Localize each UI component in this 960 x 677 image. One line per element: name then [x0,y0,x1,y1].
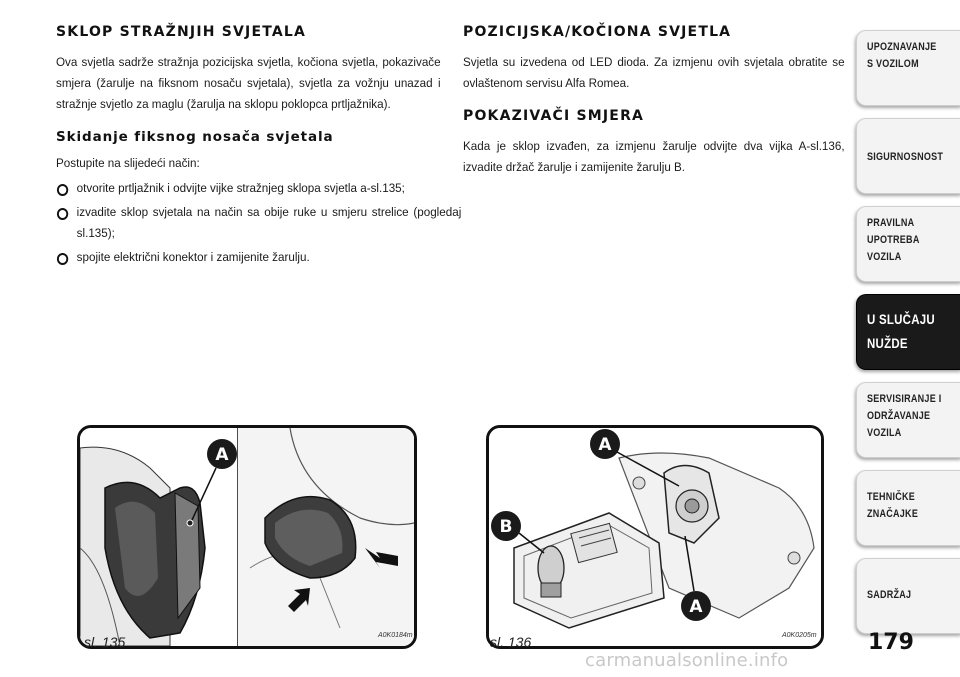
section-heading-indicators: POKAZIVAČI SMJERA [463,108,645,124]
figure-label-a: A [215,445,229,465]
tab-upoznavanje[interactable]: UPOZNAVANJE S VOZILOM [856,30,960,106]
page-number: 179 [868,630,914,655]
list-item: otvorite prtljažnik i odvijte vijke stražnjeg sklopa svjetla a-sl.135; [56,178,461,199]
section-heading-position-lights: POZICIJSKA/KOČIONA SVJETLA [463,24,732,40]
watermark: carmanualsonline.info [585,650,789,671]
list-item: spojite električni konektor i zamijenite žarulju. [56,247,461,268]
figure-135-illustration [80,428,414,646]
bullet-icon [57,208,68,220]
steps-list [56,178,462,268]
figure-label-a-bottom: A [689,597,703,617]
figure-135-caption: sl. 135 [84,634,126,650]
figure-136-code: A0K0205m [782,632,817,639]
figure-136-caption: sl. 136 [490,634,532,650]
bullet-icon [57,253,68,265]
figure-135-code: A0K0184m [378,632,413,639]
figure-label-b: B [499,517,513,537]
tab-servisiranje[interactable]: SERVISIRANJE I ODRŽAVANJE VOZILA [856,382,960,458]
tab-sadrzaj[interactable]: SADRŽAJ [856,558,960,634]
tab-u-slucaju-nuzde[interactable]: U SLUČAJU NUŽDE [856,294,960,370]
rear-lights-intro: Ova svjetla sadrže stražnja pozicijska svjetla, kočiona svjetla, pokazivače smjera (žarulje na fiksnom nosaču svjetala), svjetla za vožnju unazad i stražnje svjetlo za maglu (žarulja na sklopu poklopca prtljažnika). [56,55,441,111]
steps-intro: Postupite na slijedeći način: [56,156,200,170]
figure-label-a-top: A [598,435,612,455]
figure-136-illustration [489,428,821,646]
tab-sigurnosnost[interactable]: SIGURNOSNOST [856,118,960,194]
tab-pravilna-upotreba[interactable]: PRAVILNA UPOTREBA VOZILA [856,206,960,282]
left-column [56,24,462,271]
figure-136 [486,425,824,649]
list-item: izvadite sklop svjetala na način sa obije ruke u smjeru strelice (pogledaj sl.135); [56,202,461,244]
right-column [463,24,846,178]
tab-tehnicke-znacajke[interactable]: TEHNIČKE ZNAČAJKE [856,470,960,546]
section-heading-rear-lights: SKLOP STRAŽNJIH SVJETALA [56,24,307,40]
figure-135 [77,425,417,649]
indicators-text: Kada je sklop izvađen, za izmjenu žarulje odvijte dva vijka A-sl.136, izvadite držač žarulje i zamijenite žarulju B. [463,139,845,174]
bullet-icon [57,184,68,196]
subheading-removal: Skidanje fiksnog nosača svjetala [56,129,334,145]
position-lights-text: Svjetla su izvedena od LED dioda. Za izmjenu ovih svjetala obratite se ovlaštenom servisu Alfa Romea. [463,55,845,90]
